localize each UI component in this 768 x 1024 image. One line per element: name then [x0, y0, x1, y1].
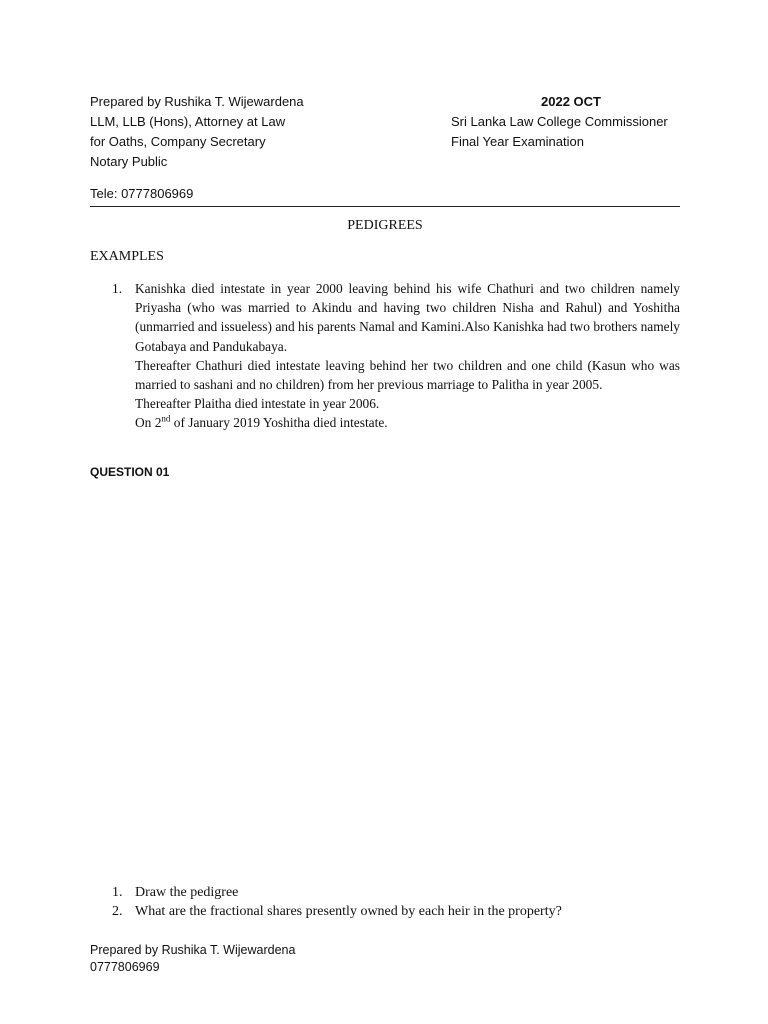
ordinal-suffix: nd	[161, 413, 171, 424]
footer-phone: 0777806969	[90, 960, 160, 974]
question-number: 2.	[112, 904, 123, 919]
author-line: LLM, LLB (Hons), Attorney at Law	[90, 114, 286, 129]
exam-year: 2022 OCT	[541, 94, 601, 109]
author-block	[90, 92, 390, 172]
exam-block	[451, 92, 691, 152]
example-paragraph: Kanishka died intestate in year 2000 leaving behind his wife Chathuri and two children namely Priyasha (who was married to Akindu and having two children Nisha and Rahul) and Yoshitha (unmarried and issueless) and his parents Namal and Kamini.Also Kanishka had two brothers namely Gotabaya and Pandukabaya.	[135, 281, 680, 354]
question-heading: QUESTION 01	[90, 465, 170, 479]
exam-line: Final Year Examination	[451, 134, 584, 149]
example-number: 1.	[112, 281, 123, 296]
question-list	[90, 883, 690, 921]
page-footer	[90, 942, 295, 976]
author-line: Prepared by Rushika T. Wijewardena	[90, 94, 304, 109]
question-text: Draw the pedigree	[135, 885, 239, 900]
footer-author: Prepared by Rushika T. Wijewardena	[90, 943, 296, 957]
list-item	[90, 883, 690, 902]
example-body	[135, 279, 680, 433]
examples-heading: EXAMPLES	[90, 249, 164, 264]
date-suffix: of January 2019 Yoshitha died intestate.	[170, 415, 388, 431]
question-text: What are the fractional shares presently owned by each heir in the property?	[135, 904, 562, 919]
example-paragraph	[135, 413, 680, 432]
example-paragraph: Thereafter Plaitha died intestate in year 2006.	[135, 396, 380, 412]
example-paragraph: Thereafter Chathuri died intestate leaving behind her two children and one child (Kasun who was married to sashani and no children) from her previous marriage to Palitha in year 2005.	[135, 357, 680, 393]
example-item	[90, 279, 680, 433]
list-item	[90, 902, 690, 921]
author-line: for Oaths, Company Secretary	[90, 134, 266, 149]
page-title: PEDIGREES	[347, 218, 423, 233]
question-number: 1.	[112, 885, 123, 900]
date-prefix: On 2	[135, 415, 162, 431]
exam-line: Sri Lanka Law College Commissioner	[451, 114, 668, 129]
author-line: Notary Public	[90, 154, 168, 169]
header-divider	[90, 206, 680, 207]
telephone: Tele: 0777806969	[90, 186, 194, 201]
